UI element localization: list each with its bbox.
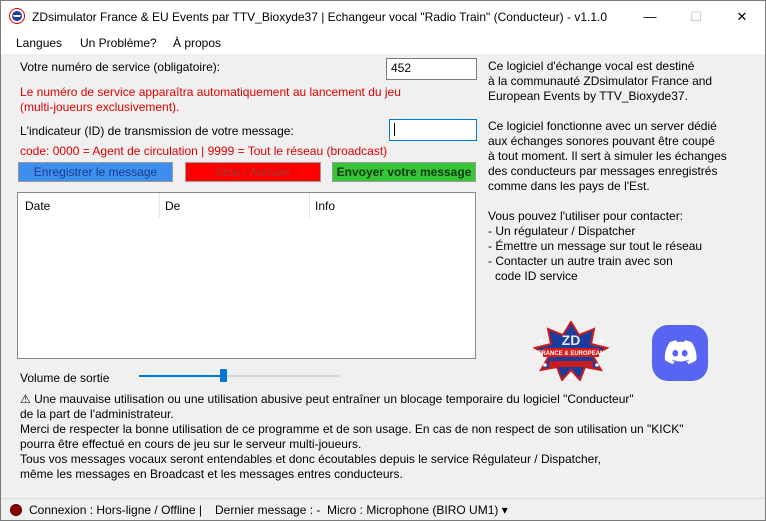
column-header-from[interactable]: De (165, 199, 181, 213)
transmission-id-label: L'indicateur (ID) de transmission de votre message: (20, 124, 294, 138)
warning-line: pourra être effectué en cours de jeu sur le serveur multi-joueurs. (20, 437, 362, 451)
warning-line: Merci de respecter la bonne utilisation de ce programme et de son usage. En cas de non respect de son utilisation un "KICK" (20, 422, 684, 436)
record-message-button[interactable]: Enregistrer le message (18, 162, 173, 182)
info-line: comme dans les pays de l'Est. (488, 179, 650, 193)
info-line: European Events by TTV_Bioxyde37. (488, 89, 688, 103)
info-line: code ID service (495, 269, 578, 283)
status-bar (1, 498, 765, 520)
info-line: - Un régulateur / Dispatcher (488, 224, 636, 238)
info-line: - Émettre un message sur tout le réseau (488, 239, 703, 253)
send-message-button[interactable]: Envoyer votre message (332, 162, 476, 182)
menu-languages[interactable]: Langues (16, 36, 63, 50)
warning-line: même les messages en Broadcast et les messages entres conducteurs. (20, 467, 403, 481)
transmission-id-hint: code: 0000 = Agent de circulation | 9999 = Tout le réseau (broadcast) (20, 144, 388, 158)
menu-problem[interactable]: Un Problème? (80, 36, 157, 50)
zd-france-european-events-logo[interactable] (531, 321, 611, 381)
maximize-button[interactable]: ☐ (690, 9, 702, 24)
info-panel (488, 59, 727, 284)
svg-text:ZD: ZD (561, 332, 581, 348)
info-line: aux échanges sonores pouvant être coupé (488, 134, 715, 148)
info-line: Vous pouvez l'utiliser pour contacter: (488, 209, 684, 223)
microphone-label: Micro : Microphone (BIRO UM1) (327, 503, 499, 517)
warning-line: Tous vos messages vocaux seront entendables et donc écoutables depuis le service Régulateur / Dispatcher, (20, 452, 602, 466)
column-separator[interactable] (309, 193, 310, 218)
app-logo-icon (9, 8, 25, 24)
text-caret (394, 123, 395, 136)
info-line: Ce logiciel fonctionne avec un server dédié (488, 119, 717, 133)
connection-status: Connexion : Hors-ligne / Offline | (29, 503, 202, 517)
info-spacer (488, 194, 727, 209)
column-header-date[interactable]: Date (25, 199, 51, 213)
svg-text:FRANCE & EUROPEAN: FRANCE & EUROPEAN (537, 351, 605, 357)
close-button[interactable]: ✕ (736, 9, 748, 24)
service-note-line2: (multi-joueurs exclusivement). (20, 100, 180, 114)
volume-slider-fill (139, 375, 223, 377)
column-separator[interactable] (159, 193, 160, 218)
service-number-label: Votre numéro de service (obligatoire): (20, 60, 221, 74)
menu-about[interactable]: À propos (173, 36, 222, 50)
info-line: Ce logiciel d'échange vocal est destiné (488, 59, 695, 73)
info-line: à la communauté ZDsimulator France and (488, 74, 713, 88)
minimize-button[interactable]: — (643, 9, 657, 24)
messages-table[interactable] (17, 192, 476, 359)
connection-status-indicator (10, 504, 22, 516)
discord-icon[interactable] (652, 325, 708, 381)
warning-line: ⚠ Une mauvaise utilisation ou une utilisation abusive peut entraîner un blocage temporaire du logiciel "Conducteur" (20, 392, 634, 406)
info-spacer (488, 104, 727, 119)
microphone-select[interactable] (327, 503, 508, 517)
window-title: ZDsimulator France & EU Events par TTV_Bioxyde37 | Echangeur vocal "Radio Train" (Conducteur) - v1.1.0 (32, 10, 608, 24)
info-line: à tout moment. Il sert à simuler les échanges (488, 149, 727, 163)
menu-bar (1, 32, 765, 54)
transmission-id-input[interactable] (389, 119, 477, 141)
volume-slider-thumb[interactable] (220, 369, 227, 382)
service-number-input[interactable]: 452 (386, 58, 477, 80)
warning-line: de la part de l'administrateur. (20, 407, 174, 421)
info-line: - Contacter un autre train avec son (488, 254, 673, 268)
stop-cancel-button[interactable]: Stop / Annuler (185, 162, 321, 182)
chevron-down-icon: ▾ (501, 503, 508, 517)
warning-text (20, 392, 684, 482)
volume-label: Volume de sortie (20, 371, 110, 385)
service-note-line1: Le numéro de service apparaîtra automatiquement au lancement du jeu (20, 85, 401, 99)
column-header-info[interactable]: Info (315, 199, 336, 213)
last-message-status: Dernier message : - (215, 503, 321, 517)
title-bar (1, 1, 765, 32)
info-line: des conducteurs par messages enregistrés (488, 164, 718, 178)
